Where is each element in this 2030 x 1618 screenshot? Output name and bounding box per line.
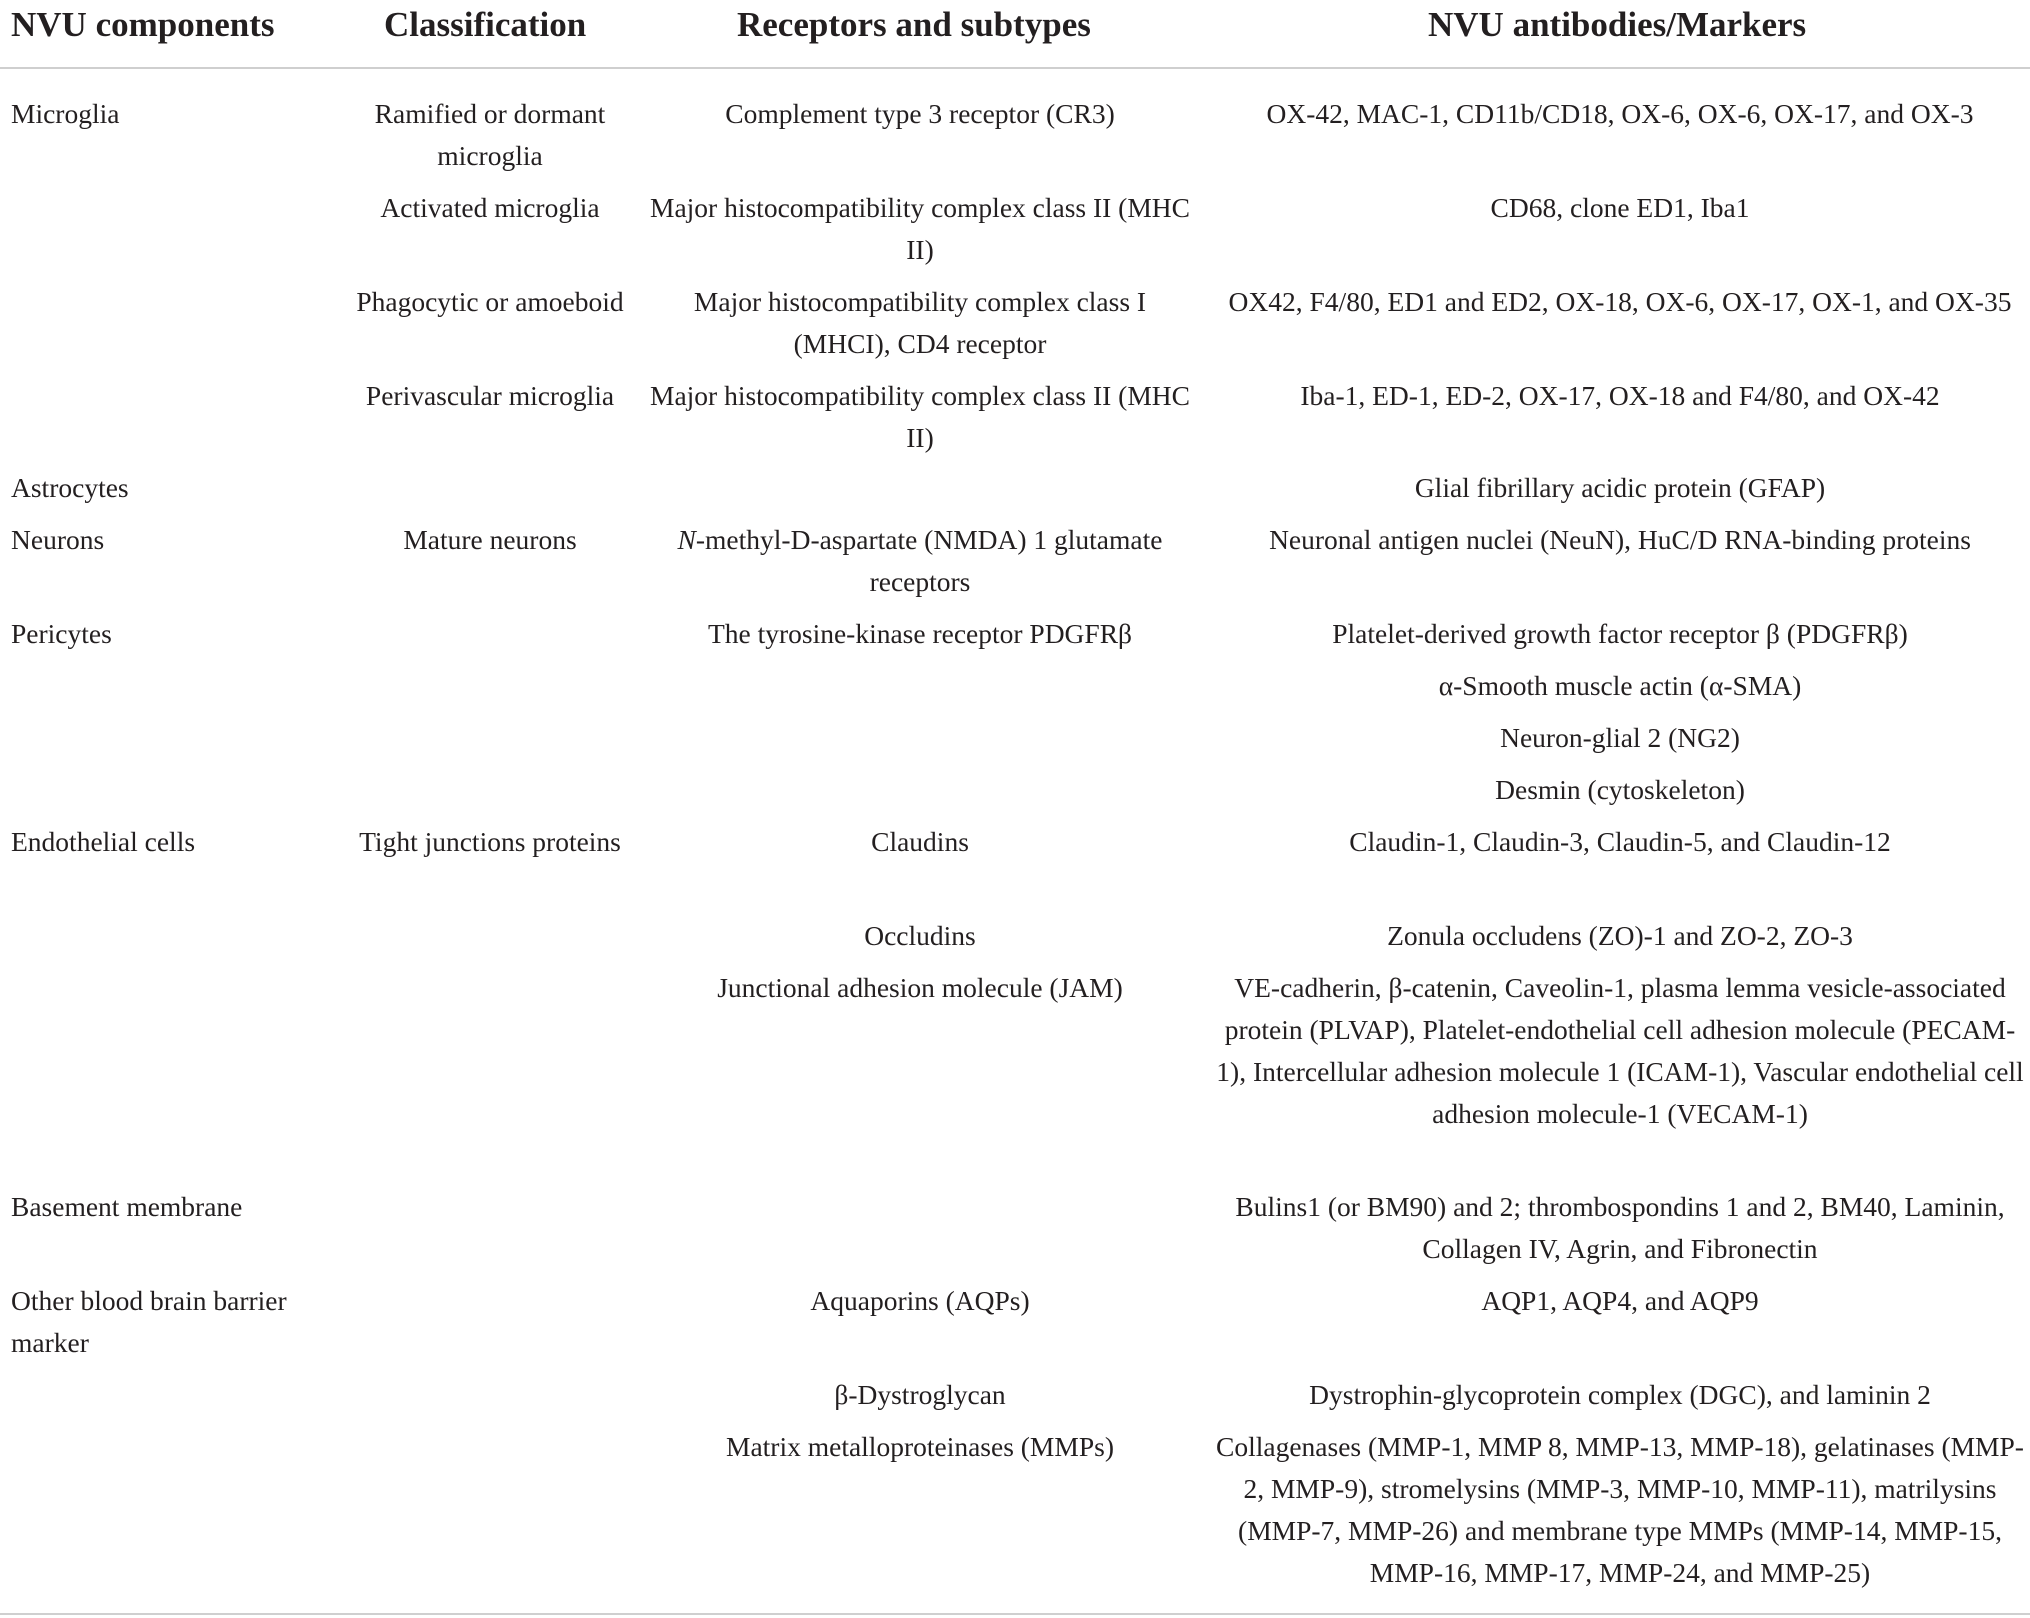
cell-markers: OX-42, MAC-1, CD11b/CD18, OX-6, OX-6, OX-17, and OX-3: [1266, 98, 1974, 129]
header-components: NVU components: [11, 5, 275, 44]
header-rule: [0, 67, 2030, 69]
cell-component: Astrocytes: [11, 472, 129, 503]
cell-markers: Glial fibrillary acidic protein (GFAP): [1414, 472, 1826, 503]
cell-receptor: Complement type 3 receptor (CR3): [725, 98, 1115, 129]
cell-classification: Activated microglia: [380, 192, 600, 223]
header-markers: NVU antibodies/Markers: [1428, 5, 1807, 44]
cell-markers: Neuronal antigen nuclei (NeuN), HuC/D RNA-binding proteins: [1269, 524, 1971, 555]
cell-receptor: Major histocompatibility complex class II (MHC II): [650, 380, 1190, 453]
cell-classification: Ramified or dormant microglia: [374, 98, 606, 171]
cell-markers: AQP1, AQP4, and AQP9: [1481, 1285, 1759, 1316]
cell-receptor: Major histocompatibility complex class I (MHCI), CD4 receptor: [693, 286, 1147, 359]
cell-receptor: Claudins: [871, 826, 969, 857]
cell-markers: α-Smooth muscle actin (α-SMA): [1438, 670, 1802, 701]
cell-markers: OX42, F4/80, ED1 and ED2, OX-18, OX-6, OX-17, OX-1, and OX-35: [1228, 286, 2012, 317]
cell-markers: Desmin (cytoskeleton): [1495, 774, 1745, 805]
cell-markers: Iba-1, ED-1, ED-2, OX-17, OX-18 and F4/80, and OX-42: [1300, 380, 1940, 411]
cell-component: Basement membrane: [11, 1191, 243, 1222]
nmda-part-2: -aspartate (NMDA) 1 glutamate receptors: [810, 524, 1163, 597]
cell-receptor: Matrix metalloproteinases (MMPs): [726, 1431, 1114, 1462]
cell-classification: Tight junctions proteins: [359, 826, 621, 857]
cell-markers: Bulins1 (or BM90) and 2; thrombospondins 1 and 2, BM40, Laminin, Collagen IV, Agrin, and Fibronectin: [1235, 1191, 2005, 1264]
cell-markers: Zonula occludens (ZO)-1 and ZO-2, ZO-3: [1387, 920, 1853, 951]
cell-markers: Collagenases (MMP-1, MMP 8, MMP-13, MMP-18), gelatinases (MMP-2, MMP-9), stromelysins (MMP-3, MMP-10, MMP-11), matrilysins (MMP-7, MMP-26) and membrane type MMPs (MMP-14, MMP-15, MMP-16, MMP-17, MMP-24, and MMP-25): [1216, 1431, 2024, 1588]
table-bottom-rule: [0, 1613, 2030, 1615]
cell-markers: Platelet-derived growth factor receptor β (PDGFRβ): [1332, 618, 1908, 649]
cell-receptor: Major histocompatibility complex class II (MHC II): [650, 192, 1190, 265]
cell-markers: CD68, clone ED1, Iba1: [1490, 192, 1750, 223]
cell-receptor: Aquaporins (AQPs): [810, 1285, 1030, 1316]
cell-classification: Mature neurons: [403, 524, 577, 555]
table-header: [0, 0, 2030, 68]
cell-markers: VE-cadherin, β-catenin, Caveolin-1, plasma lemma vesicle-associated protein (PLVAP), Platelet-endothelial cell adhesion molecule (PECAM-1), Intercellular adhesion molecule 1 (ICAM-1), Vascular endothelial cell adhesion molecule-1 (VECAM-1): [1216, 972, 2024, 1129]
cell-component: Endothelial cells: [11, 826, 196, 857]
nmda-part-1: -methyl-: [695, 524, 791, 555]
cell-classification: Phagocytic or amoeboid: [356, 286, 624, 317]
cell-component: Neurons: [11, 524, 105, 555]
header-receptors: Receptors and subtypes: [737, 5, 1091, 44]
cell-markers: Dystrophin-glycoprotein complex (DGC), and laminin 2: [1309, 1379, 1931, 1410]
cell-receptor: Junctional adhesion molecule (JAM): [717, 972, 1123, 1003]
cell-receptor: β-Dystroglycan: [834, 1379, 1006, 1410]
cell-markers: Neuron-glial 2 (NG2): [1500, 722, 1740, 753]
nmda-small-caps-d: D: [790, 524, 811, 555]
header-classification: Classification: [384, 5, 587, 44]
nmda-italic-n: N: [677, 524, 696, 555]
cell-receptor: The tyrosine-kinase receptor PDGFRβ: [707, 618, 1133, 649]
cell-component: Other blood brain barrier marker: [11, 1285, 287, 1358]
cell-component: Pericytes: [11, 618, 112, 649]
cell-classification: Perivascular microglia: [365, 380, 615, 411]
cell-component: Microglia: [11, 98, 120, 129]
cell-receptor: Occludins: [864, 920, 976, 951]
cell-receptor-nmda: [650, 519, 1190, 603]
cell-markers: Claudin-1, Claudin-3, Claudin-5, and Claudin-12: [1349, 826, 1891, 857]
